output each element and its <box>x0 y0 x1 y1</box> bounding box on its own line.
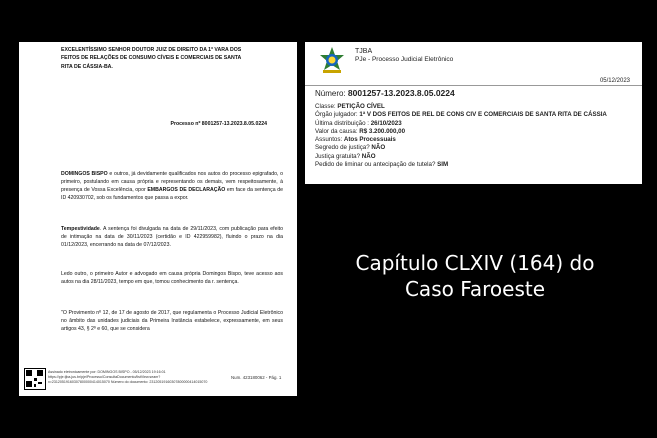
field-classe: Classe: PETIÇÃO CÍVEL <box>315 103 385 110</box>
pje-header <box>305 42 642 78</box>
paragraph-access: Ledo outro, o primeiro Autor e advogado em causa própria Domingos Bispo, teve acesso aos autos na dia 28/11/2023, tempo em que, tomou conhecimento da r. sentença. <box>61 271 283 286</box>
paragraph-provimento: "O Provimento nº 12, de 17 de agosto de 2017, que regulamenta o Processo Judicial Eletrônico no âmbito das unidades judiciais da Primeira Instância estabelece, expressamente, em seus artigos 43, § 2º e 60, que se considera <box>61 310 283 333</box>
court-name: TJBA <box>355 48 373 55</box>
field-orgao: Órgão julgador: 1ª V DOS FEITOS DE REL DE CONS CIV E COMERCIAIS DE SANTA RITA DE CÁSSIA <box>315 111 607 119</box>
page-number: Num. 423180062 - Pág. 1 <box>231 375 282 380</box>
caption-line-1: Capítulo CLXIV (164) do <box>355 251 595 275</box>
qr-code-icon <box>24 368 46 390</box>
field-distribuicao: Última distribuição : 26/10/2023 <box>315 119 402 127</box>
petition-page <box>19 42 297 396</box>
field-liminar: Pedido de liminar ou antecipação de tutela? SIM <box>315 161 449 169</box>
paragraph-tempestividade: Tempestividade. A sentença foi divulgada na data de 29/11/2023, com publicação para efeito de intimação na data de 30/11/2023 (certidão e ID 422959982), fluindo o prazo na dia 01/12/2023, encerrando na data de 07/12/2023. <box>61 226 283 249</box>
panel-date: 05/12/2023 <box>599 78 630 84</box>
paragraph-intro: DOMINGOS BISPO e outros, já devidamente qualificados nos autos do processo epigrafado, o primeiro, postulando em causa própria e representando os demais, vem respeitosamente, à presença de Vossa Excelência, opor EMBARGOS DE DECLARAÇÃO em face da sentença de ID 420930702, sob os fundamentos que passa a expor. <box>61 171 284 202</box>
divider <box>305 85 642 86</box>
pje-summary-panel <box>305 42 642 184</box>
coat-of-arms-icon <box>317 46 347 76</box>
field-gratuita: Justiça gratuita? NÃO <box>315 152 376 160</box>
field-assuntos: Assuntos: Atos Processuais <box>315 136 396 144</box>
case-number: Número: 8001257-13.2023.8.05.0224 <box>315 88 455 98</box>
system-name: PJe - Processo Judicial Eletrônico <box>355 56 454 63</box>
party-name: DOMINGOS BISPO <box>61 171 108 177</box>
field-segredo: Segredo de justiça? NÃO <box>315 144 386 152</box>
embargos-title: EMBARGOS DE DECLARAÇÃO <box>147 187 226 194</box>
signature-metadata: Assinado eletronicamente por: DOMINGOS BISPO - 05/12/2023 19:16:01 https://pje.tjba.jus.br/pje/Processo/ConsultaDocumento/listView.seam?x=23120519160307800000414015070 Número do documento: 23120519160307800000414015070 <box>48 370 208 385</box>
caption-line-2: Caso Faroeste <box>404 277 546 301</box>
case-fields <box>315 103 633 169</box>
process-number: Processo nº 8001257-13.2023.8.05.0224 <box>170 121 267 127</box>
field-valor: Valor da causa: R$ 3.200.000,00 <box>315 127 406 135</box>
chapter-caption <box>330 250 620 302</box>
petition-heading: EXCELENTÍSSIMO SENHOR DOUTOR JUIZ DE DIREITO DA 1ª VARA DOS FEITOS DE RELAÇÕES DE CONSUMO CÍVEIS E COMERCIAIS DE SANTA RITA DE CÁSSIA-BA. <box>61 47 242 70</box>
